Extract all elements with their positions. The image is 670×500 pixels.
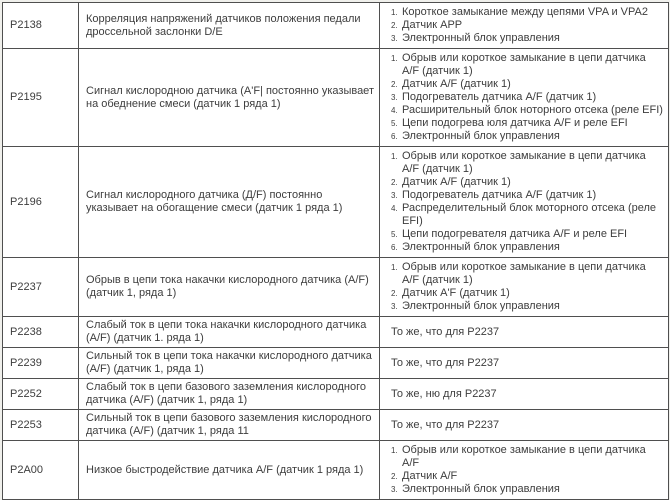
dtc-causes-cell <box>380 3 669 49</box>
dtc-description: Сигнал кислородного датчика (Д/F) постоянно указывает на обогащение смеси (датчик 1 ряда 1) <box>79 147 380 258</box>
dtc-causes-cell <box>380 348 669 379</box>
cause-item: Обрыв или короткое замыкание в цепи датчика A/F <box>402 444 646 469</box>
table-row <box>3 317 669 348</box>
cause-item: Датчик A/F (датчик 1) <box>402 78 511 90</box>
cause-item: Цепи подогрева юля датчика A/F и реле EFI <box>402 117 628 129</box>
dtc-description: Сильный ток в цепи базового заземления кислородного датчика (A/F) (датчик 1, ряда 11 <box>79 410 380 441</box>
table-row <box>3 258 669 317</box>
dtc-causes-cell <box>380 258 669 317</box>
cause-item: Подогреватель датчика A/F (датчик 1) <box>402 189 597 201</box>
table-row <box>3 379 669 410</box>
dtc-code: P2237 <box>3 258 79 317</box>
dtc-description: Сильный ток в цепи тока накачки кислородного датчика (A/F) (датчик 1, ряда 1) <box>79 348 380 379</box>
dtc-causes-cell <box>380 317 669 348</box>
dtc-description: Обрыв в цепи тока накачки кислородного датчика (A/F) (датчик 1, ряда 1) <box>79 258 380 317</box>
dtc-description: Слабый ток в цепи тока накачки кислородного датчика (A/F) (датчик 1. ряда 1) <box>79 317 380 348</box>
table-row <box>3 410 669 441</box>
cause-item: Датчик APP <box>402 19 463 31</box>
dtc-table <box>2 2 669 500</box>
cause-item: Электронный блок управления <box>402 241 560 253</box>
dtc-causes-cell <box>380 441 669 500</box>
cause-item: Обрыв или короткое замыкание в цепи датчика A/F (датчик 1) <box>402 150 646 175</box>
cause-item: Электронный блок управления <box>402 300 560 312</box>
cause-item: Электронный блок управления <box>402 32 560 44</box>
table-row <box>3 49 669 147</box>
dtc-causes-cell <box>380 410 669 441</box>
dtc-code: P2138 <box>3 3 79 49</box>
causes-same-as-note: То же, что для P2237 <box>391 325 500 338</box>
causes-list <box>391 150 664 254</box>
cause-item: Электронный блок управления <box>402 130 560 142</box>
cause-item: Обрыв или короткое замыкание в цепи датчика A/F (датчик 1) <box>402 52 646 77</box>
cause-item: Обрыв или короткое замыкание в цепи датчика A/F (датчик 1) <box>402 261 646 286</box>
dtc-code: P2A00 <box>3 441 79 500</box>
cause-item: Датчик A/F <box>402 470 458 482</box>
cause-item: Датчик A/F (датчик 1) <box>402 176 511 188</box>
dtc-description: Сигнал кислородною датчика (А'F| постоянно указывает на обеднение смеси (датчик 1 ряда 1) <box>79 49 380 147</box>
dtc-description: Корреляция напряжений датчиков положения педали дроссельной заслонки D/E <box>79 3 380 49</box>
cause-item: Цепи подогревателя датчика A/F и реле EFI <box>402 228 628 240</box>
causes-list <box>391 6 664 45</box>
table-row <box>3 147 669 258</box>
dtc-causes-cell <box>380 379 669 410</box>
causes-list <box>391 444 664 496</box>
cause-item: Расширительный блок ноторного отсека (реле EFI) <box>402 104 663 116</box>
table-row <box>3 348 669 379</box>
dtc-code: P2239 <box>3 348 79 379</box>
causes-same-as-note: То же, ню для P2237 <box>391 387 497 400</box>
dtc-description: Низкое быстродействие датчика A/F (датчик 1 ряда 1) <box>79 441 380 500</box>
causes-list <box>391 52 664 143</box>
dtc-code: P2196 <box>3 147 79 258</box>
dtc-causes-cell <box>380 147 669 258</box>
cause-item: Подогреватель датчика A/F (датчик 1) <box>402 91 597 103</box>
cause-item: Короткое замыкание между цепями VPA и VPA2 <box>402 6 648 18</box>
table-row <box>3 3 669 49</box>
table-row <box>3 441 669 500</box>
causes-same-as-note: То же, что для P2237 <box>391 356 500 369</box>
cause-item: Датчик A'F (датчик 1) <box>402 287 510 299</box>
cause-item: Распределительный блок моторного отсека (реле EFI) <box>402 202 657 227</box>
dtc-code: P2252 <box>3 379 79 410</box>
dtc-code: P2238 <box>3 317 79 348</box>
causes-same-as-note: То же, что для P2237 <box>391 418 500 431</box>
dtc-code: P2195 <box>3 49 79 147</box>
cause-item: Электронный блок управления <box>402 483 560 495</box>
dtc-code: P2253 <box>3 410 79 441</box>
causes-list <box>391 261 664 313</box>
dtc-description: Слабый ток в цепи базового заземления кислородного датчика (A/F) (датчик 1, ряда 1) <box>79 379 380 410</box>
dtc-causes-cell <box>380 49 669 147</box>
